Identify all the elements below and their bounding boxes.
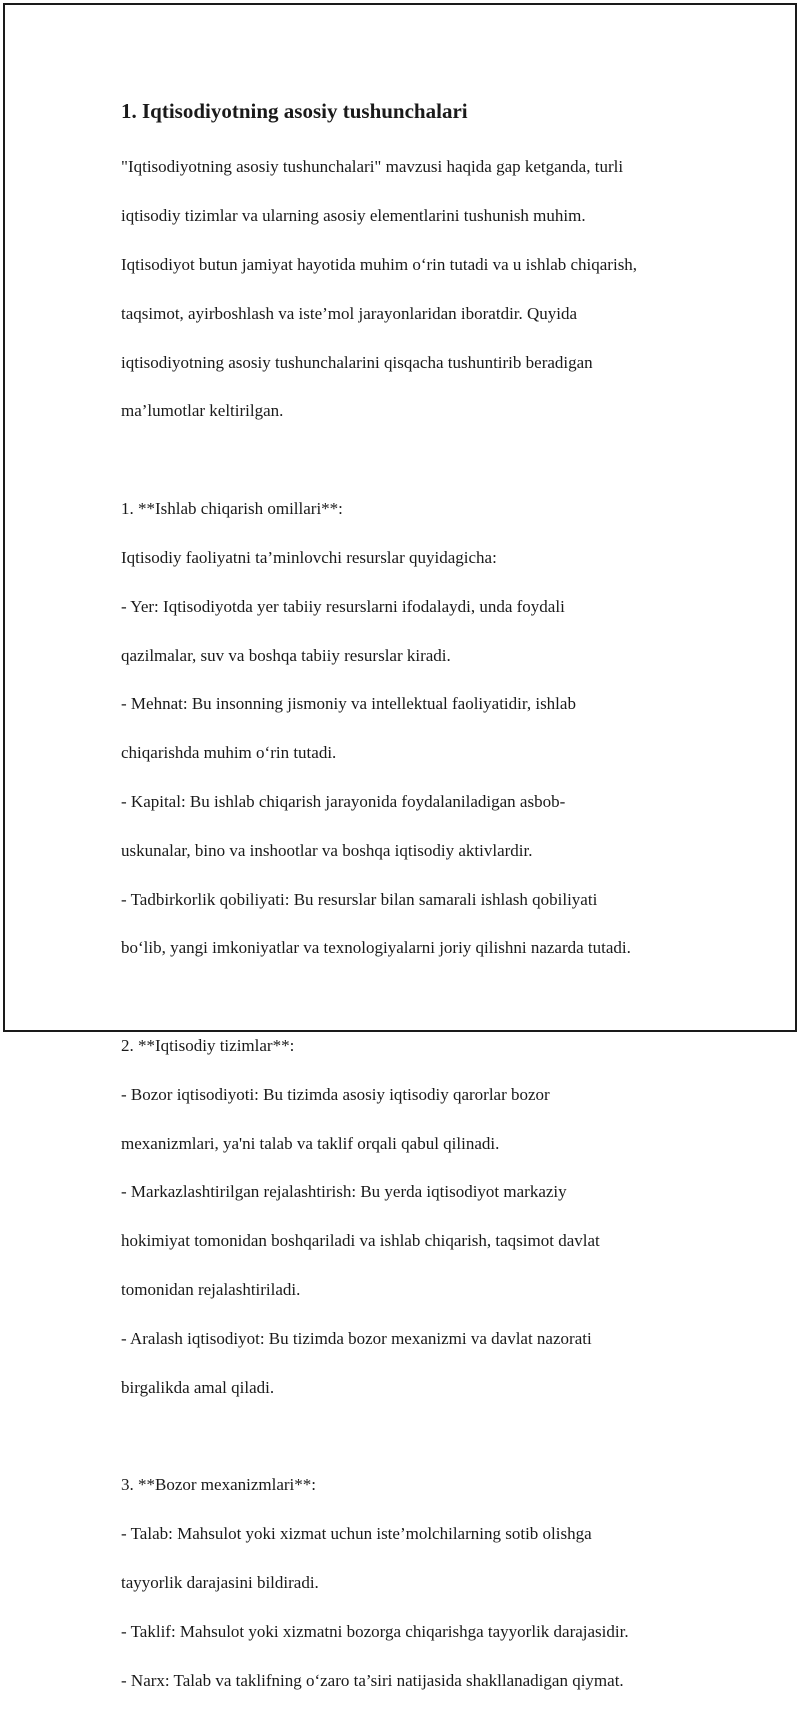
list-item: - Mehnat: Bu insonning jismoniy va intellektual faoliyatidir, ishlab	[121, 694, 576, 714]
list-item: - Yer: Iqtisodiyotda yer tabiiy resurslarni ifodalaydi, unda foydali	[121, 596, 565, 616]
blank-line	[121, 448, 711, 472]
document-body	[121, 131, 711, 1717]
section-heading: 3. **Bozor mexanizmlari**:	[121, 1475, 316, 1495]
section-heading: 1. **Ishlab chiqarish omillari**:	[121, 499, 343, 519]
list-item: - Markazlashtirilgan rejalashtirish: Bu yerda iqtisodiyot markaziy	[121, 1182, 567, 1202]
text-line: Iqtisodiyot butun jamiyat hayotida muhim o‘rin tutadi va u ishlab chiqarish,	[121, 255, 638, 275]
text-line: ma’lumotlar keltirilgan.	[121, 401, 284, 421]
text-line: tomonidan rejalashtiriladi.	[121, 1280, 301, 1300]
list-item: - Tadbirkorlik qobiliyati: Bu resurslar bilan samarali ishlash qobiliyati	[121, 889, 598, 909]
list-item: - Bozor iqtisodiyoti: Bu tizimda asosiy iqtisodiy qarorlar bozor	[121, 1084, 550, 1104]
text-line: "Iqtisodiyotning asosiy tushunchalari" mavzusi haqida gap ketganda, turli	[121, 157, 624, 177]
blank-line	[121, 1425, 711, 1449]
text-line: iqtisodiyotning asosiy tushunchalarini qisqacha tushuntirib beradigan	[121, 352, 593, 372]
list-item: - Aralash iqtisodiyot: Bu tizimda bozor mexanizmi va davlat nazorati	[121, 1328, 592, 1348]
text-line: mexanizmlari, ya'ni talab va taklif orqali qabul qilinadi.	[121, 1133, 500, 1153]
text-line: chiqarishda muhim o‘rin tutadi.	[121, 743, 337, 763]
section-heading: 2. **Iqtisodiy tizimlar**:	[121, 1036, 295, 1056]
list-item: - Kapital: Bu ishlab chiqarish jarayonida foydalaniladigan asbob-	[121, 791, 566, 811]
text-line: birgalikda amal qiladi.	[121, 1377, 275, 1397]
text-line: iqtisodiy tizimlar va ularning asosiy elementlarini tushunish muhim.	[121, 206, 586, 226]
text-line: qazilmalar, suv va boshqa tabiiy resurslar kiradi.	[121, 645, 451, 665]
page-frame	[3, 3, 797, 1690]
text-line: Iqtisodiy faoliyatni ta’minlovchi resurslar quyidagicha:	[121, 547, 497, 567]
text-line: hokimiyat tomonidan boshqariladi va ishlab chiqarish, taqsimot davlat	[121, 1231, 600, 1251]
text-line: uskunalar, bino va inshootlar va boshqa iqtisodiy aktivlardir.	[121, 840, 533, 860]
text-line: taqsimot, ayirboshlash va iste’mol jarayonlaridan iboratdir. Quyida	[121, 303, 578, 323]
text-line: tayyorlik darajasini bildiradi.	[121, 1572, 319, 1592]
document-content	[121, 98, 711, 1717]
list-item: - Talab: Mahsulot yoki xizmat uchun iste’molchilarning sotib olishga	[121, 1524, 592, 1544]
list-item: - Taklif: Mahsulot yoki xizmatni bozorga chiqarishga tayyorlik darajasidir.	[121, 1621, 629, 1641]
list-item: - Narx: Talab va taklifning o‘zaro ta’siri natijasida shakllanadigan qiymat.	[121, 1670, 624, 1690]
document-title: 1. Iqtisodiyotning asosiy tushunchalari	[121, 99, 468, 123]
blank-line	[121, 985, 711, 1009]
text-line: bo‘lib, yangi imkoniyatlar va texnologiyalarni joriy qilishni nazarda tutadi.	[121, 938, 631, 958]
